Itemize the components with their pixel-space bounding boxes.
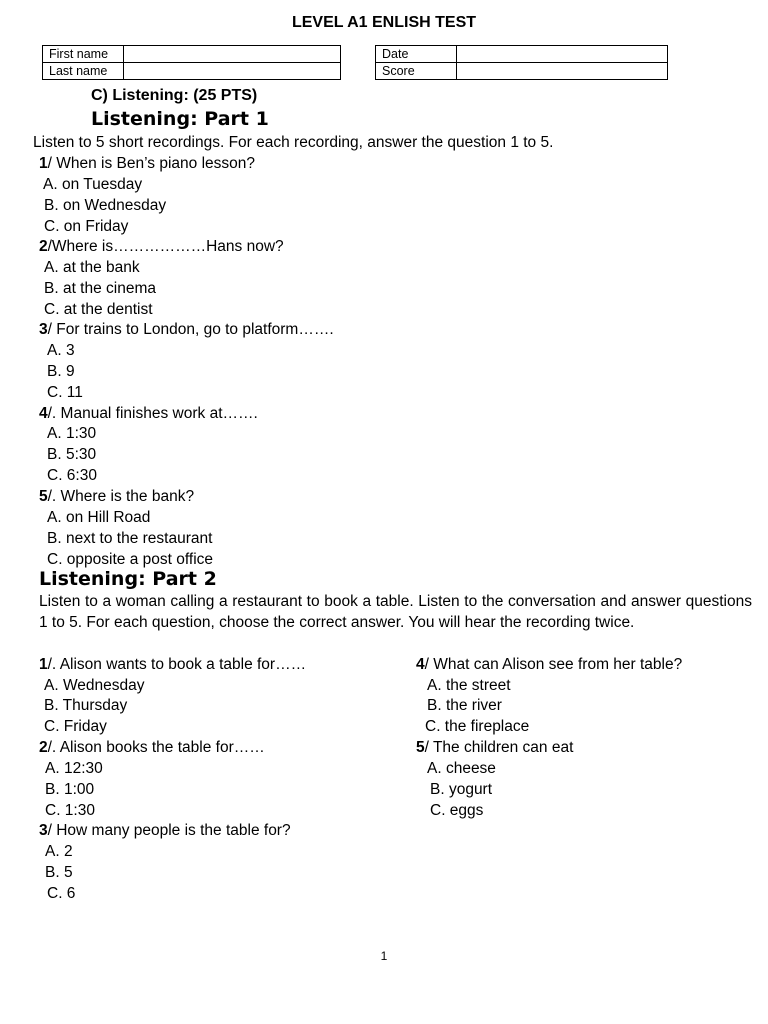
p2-question-3: 3/ How many people is the table for?	[39, 822, 291, 839]
p2-q3-option-a[interactable]: A. 2	[45, 843, 73, 860]
first-name-label: First name	[43, 46, 124, 63]
p2-question-1: 1/. Alison wants to book a table for……	[39, 656, 307, 673]
p2-q3-option-c[interactable]: C. 6	[47, 885, 76, 902]
document-title: LEVEL A1 ENLISH TEST	[291, 14, 477, 31]
p1-q3-option-b[interactable]: B. 9	[47, 363, 75, 380]
date-score-table	[375, 45, 668, 80]
score-field[interactable]	[457, 63, 668, 80]
part1-instruction: Listen to 5 short recordings. For each recording, answer the question 1 to 5.	[33, 134, 554, 151]
p2-q2-option-c[interactable]: C. 1:30	[45, 802, 95, 819]
p1-question-5: 5/. Where is the bank?	[39, 488, 195, 505]
part2-title: Listening: Part 2	[39, 568, 217, 590]
p2-q1-option-b[interactable]: B. Thursday	[44, 697, 128, 714]
p1-question-3: 3/ For trains to London, go to platform…….	[39, 321, 334, 338]
p2-q1-option-c[interactable]: C. Friday	[44, 718, 107, 735]
p1-q1-option-b[interactable]: B. on Wednesday	[44, 197, 167, 214]
p1-q4-option-a[interactable]: A. 1:30	[47, 425, 97, 442]
p1-q3-option-a[interactable]: A. 3	[47, 342, 75, 359]
last-name-field[interactable]	[124, 63, 341, 80]
p2-question-4: 4/ What can Alison see from her table?	[416, 656, 683, 673]
date-label: Date	[376, 46, 457, 63]
p2-q4-option-b[interactable]: B. the river	[427, 697, 502, 714]
p1-question-2: 2/Where is………………Hans now?	[39, 238, 284, 255]
p1-q5-option-b[interactable]: B. next to the restaurant	[47, 530, 213, 547]
p2-q5-option-b[interactable]: B. yogurt	[430, 781, 493, 798]
date-field[interactable]	[457, 46, 668, 63]
name-fields-table	[42, 45, 341, 80]
p2-q1-option-a[interactable]: A. Wednesday	[44, 677, 145, 694]
page-number: 1	[380, 949, 388, 963]
p1-question-4: 4/. Manual finishes work at…….	[39, 405, 258, 422]
p1-q2-option-c[interactable]: C. at the dentist	[44, 301, 153, 318]
p1-question-1: 1/ When is Ben’s piano lesson?	[39, 155, 255, 172]
last-name-label: Last name	[43, 63, 124, 80]
p2-q2-option-b[interactable]: B. 1:00	[45, 781, 95, 798]
p1-q1-option-c[interactable]: C. on Friday	[44, 218, 129, 235]
p2-q5-option-a[interactable]: A. cheese	[427, 760, 496, 777]
p2-q2-option-a[interactable]: A. 12:30	[45, 760, 103, 777]
p1-q4-option-c[interactable]: C. 6:30	[47, 467, 97, 484]
p1-q2-option-a[interactable]: A. at the bank	[44, 259, 140, 276]
p1-q1-option-a[interactable]: A. on Tuesday	[43, 176, 143, 193]
p1-q4-option-b[interactable]: B. 5:30	[47, 446, 97, 463]
p1-q5-option-a[interactable]: A. on Hill Road	[47, 509, 151, 526]
p1-q3-option-c[interactable]: C. 11	[47, 384, 83, 401]
p2-question-2: 2/. Alison books the table for……	[39, 739, 265, 756]
first-name-field[interactable]	[124, 46, 341, 63]
p2-q4-option-c[interactable]: C. the fireplace	[425, 718, 530, 735]
part2-instruction: Listen to a woman calling a restaurant to book a table. Listen to the conversation and answer questions 1 to 5. For each question, choose the correct answer. You will hear the recording twice.	[39, 593, 752, 631]
p1-q5-option-c[interactable]: C. opposite a post office	[47, 551, 214, 568]
p1-q2-option-b[interactable]: B. at the cinema	[44, 280, 157, 297]
p2-question-5: 5/ The children can eat	[416, 739, 574, 756]
p2-q5-option-c[interactable]: C. eggs	[430, 802, 484, 819]
score-label: Score	[376, 63, 457, 80]
p2-q3-option-b[interactable]: B. 5	[45, 864, 73, 881]
part1-title: Listening: Part 1	[91, 108, 269, 130]
section-heading: C) Listening: (25 PTS)	[91, 87, 258, 104]
p2-q4-option-a[interactable]: A. the street	[427, 677, 511, 694]
